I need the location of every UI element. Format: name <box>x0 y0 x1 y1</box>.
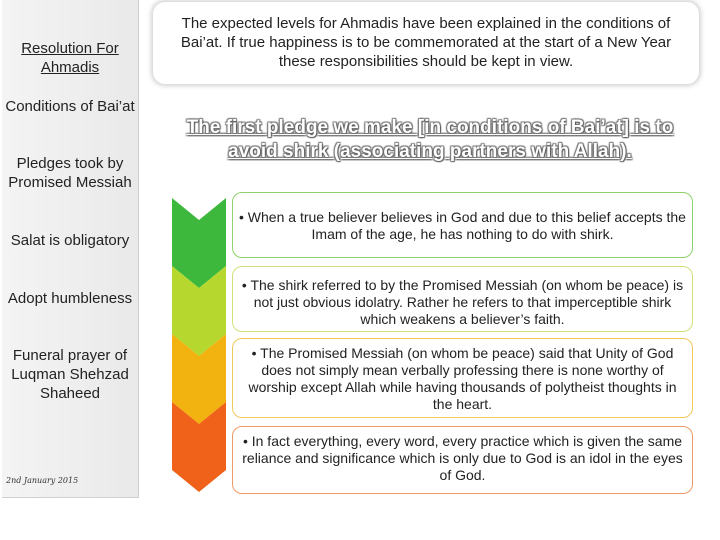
point-3-text: • The Promised Messiah (on whom be peace) said that Unity of God does not simply mean verbally professing there is none worthy of worship except Allah while having thousands of polytheist thoughts in the heart. <box>248 345 677 412</box>
slide-date: 2nd January 2015 <box>6 476 79 485</box>
sidebar-item-resolution[interactable]: Resolution For Ahmadis <box>21 40 119 76</box>
point-box-1 <box>232 192 693 258</box>
sidebar <box>2 0 139 498</box>
pledge-heading: The first pledge we make [in conditions of Bai’at] is to avoid shirk (associating partners with Allah). <box>186 117 674 162</box>
chevron-4-icon <box>172 402 226 492</box>
point-box-3 <box>232 338 693 418</box>
point-box-4 <box>232 426 693 494</box>
sidebar-item-humbleness[interactable]: Adopt humbleness <box>7 290 133 307</box>
sidebar-item-pledges[interactable]: Pledges took by Promised Messiah <box>8 155 132 191</box>
sidebar-item-funeral[interactable]: Funeral prayer of Luqman Shehzad Shaheed <box>11 347 129 402</box>
sidebar-item-salat[interactable]: Salat is obligatory <box>10 232 130 249</box>
point-4-text: • In fact everything, every word, every practice which is given the same reliance and significance which is only due to God is an idol in the eyes of God. <box>242 433 683 483</box>
point-1-text: • When a true believer believes in God and due to this belief accepts the Imam of the age, he has nothing to do with shirk. <box>239 209 686 242</box>
chevron-4-shape <box>172 402 226 492</box>
intro-box: The expected levels for Ahmadis have been explained in the conditions of Bai’at. If true happiness is to be commemorated at the start of a New Year these responsibilities should be kept in view. <box>153 2 699 84</box>
point-box-2 <box>232 266 693 332</box>
point-2-text: • The shirk referred to by the Promised Messiah (on whom be peace) is not just obvious idolatry. Rather he refers to that imperceptible shirk which weakens a believer’s faith. <box>241 277 684 327</box>
sidebar-item-conditions[interactable]: Conditions of Bai’at <box>5 98 135 115</box>
